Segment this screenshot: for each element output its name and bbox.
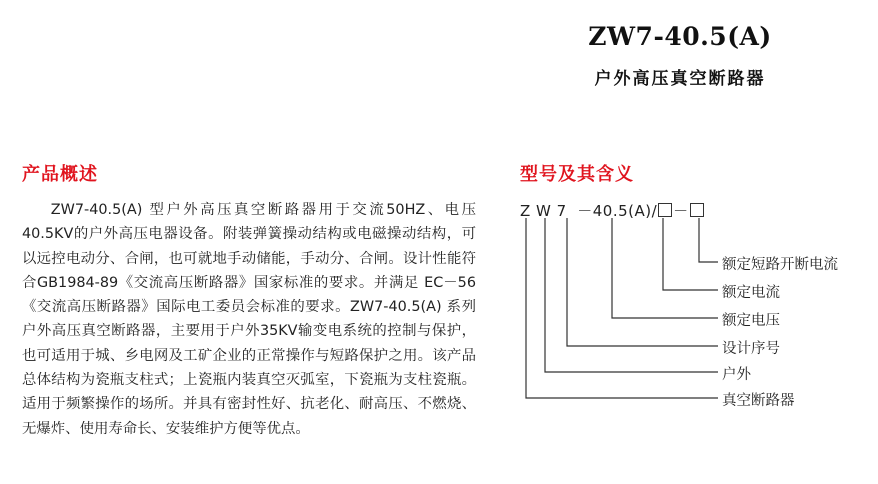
model-code-mid: －40.5(A)/ — [571, 202, 658, 220]
leader-line-rated-voltage — [612, 218, 718, 318]
leader-line-design-number — [567, 218, 718, 346]
overview-paragraph: ZW7-40.5(A) 型户外高压真空断路器用于交流50HZ、电压40.5KV的户外高压电器设备。附装弹簧操动结构或电磁操动结构，可以远控电动分、合闸，也可就地手动储能，手动分、合闸。设计性能符合GB1984-89《交流高压断路器》国家标准的要求。并满足 EC－56《交流高压断路器》国际电工委员会标准的要求。ZW7-40.5(A) 系列户外高压真空断路器，主要用于户外35KV输变电系统的控制与保护，也可适用于城、乡电网及工矿企业的正常操作与短路保护之用。该产品总体结构为瓷瓶支柱式；上瓷瓶内装真空灭弧室，下瓷瓶为支柱瓷瓶。适用于频繁操作的场所。并具有密封性好、抗老化、耐高压、不燃烧、无爆炸、使用寿命长、安装维护方便等优点。 — [22, 202, 476, 437]
model-code-prefix: Z W 7 — [520, 202, 572, 220]
leader-line-rated-current — [663, 218, 718, 290]
label-rated-short-circuit-breaking-current: 额定短路开断电流 — [722, 257, 838, 273]
product-subtitle: 户外高压真空断路器 — [594, 69, 766, 89]
product-model-title: ZW7-40.5(A) — [588, 22, 772, 51]
leader-line-breaking-current — [699, 218, 718, 262]
label-rated-voltage: 额定电压 — [722, 313, 780, 329]
leader-line-outdoor — [545, 218, 718, 372]
label-rated-current: 额定电流 — [722, 285, 780, 301]
section-heading-model-meaning: 型号及其含义 — [520, 164, 634, 185]
label-outdoor: 户外 — [722, 367, 751, 383]
label-vacuum-breaker: 真空断路器 — [722, 393, 795, 409]
section-heading-overview: 产品概述 — [22, 164, 98, 185]
model-code-dash: － — [673, 202, 689, 220]
leader-line-vacuum-breaker — [526, 218, 718, 398]
label-design-number: 设计序号 — [722, 341, 780, 357]
